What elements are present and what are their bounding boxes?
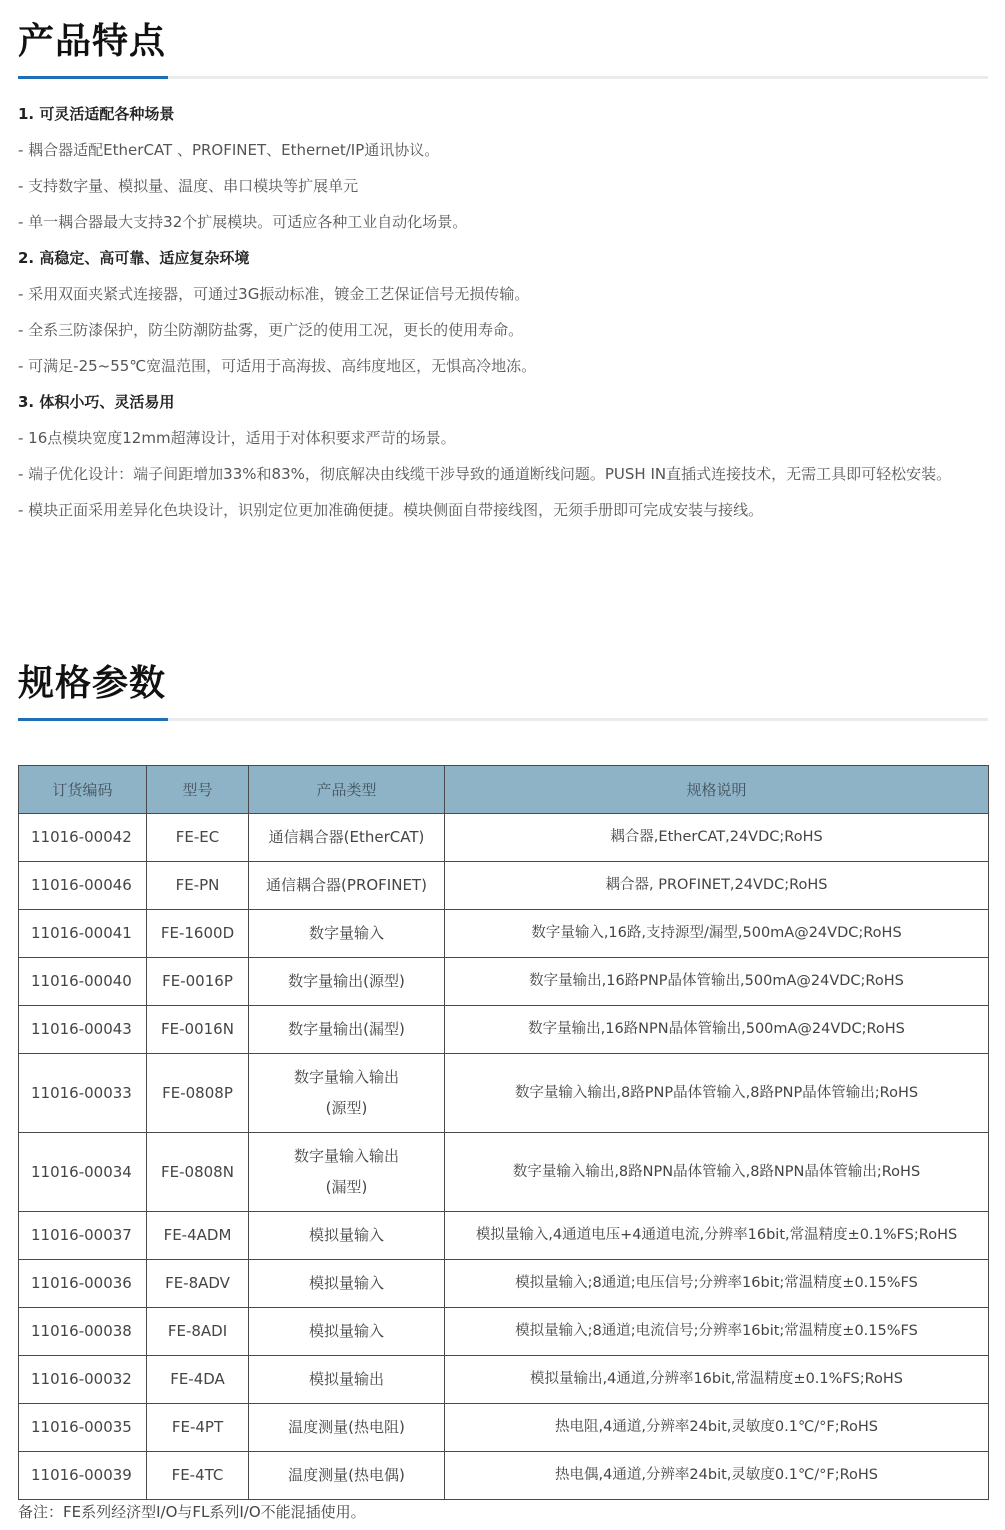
feature-item: - 全系三防漆保护，防尘防潮防盐雾，更广泛的使用工况，更长的使用寿命。 [18,321,524,339]
cell-model: FE-0016N [147,1006,249,1054]
feature-item: - 单一耦合器最大支持32个扩展模块。可适应各种工业自动化场景。 [18,213,468,231]
cell-order-code: 11016-00046 [19,862,147,910]
cell-specification: 模拟量输入,4通道电压+4通道电流,分辨率16bit,常温精度±0.1%FS;RoHS [445,1212,989,1260]
cell-product-type [249,958,445,1006]
cell-order-code: 11016-00039 [19,1452,147,1500]
cell-specification: 耦合器,EtherCAT,24VDC;RoHS [445,814,989,862]
product-type-line: 模拟量输入 [308,1274,384,1292]
product-type-line: (漏型) [325,1178,368,1196]
cell-order-code: 11016-00038 [19,1308,147,1356]
product-type-line: 模拟量输入 [308,1226,384,1244]
table-row [19,814,989,862]
header-specification: 规格说明 [445,766,989,814]
cell-specification: 热电偶,4通道,分辨率24bit,灵敏度0.1℃/°F;RoHS [445,1452,989,1500]
feature-group-3 [18,384,988,528]
table-row [19,958,989,1006]
product-type-line: 温度测量(热电偶) [288,1466,405,1484]
specs-header [18,662,988,721]
cell-order-code: 11016-00034 [19,1133,147,1212]
feature-item: - 端子优化设计：端子间距增加33%和83%，彻底解决由线缆干涉导致的通道断线问题。PUSH IN直插式连接技术，无需工具即可轻松安装。 [18,465,952,483]
cell-specification: 热电阻,4通道,分辨率24bit,灵敏度0.1℃/°F;RoHS [445,1404,989,1452]
table-row [19,910,989,958]
cell-order-code: 11016-00036 [19,1260,147,1308]
cell-model: FE-PN [147,862,249,910]
cell-order-code: 11016-00037 [19,1212,147,1260]
cell-model: FE-8ADI [147,1308,249,1356]
cell-product-type [249,1054,445,1133]
cell-order-code: 11016-00035 [19,1404,147,1452]
features-title-accent [18,76,168,79]
spec-table-body [19,814,989,1500]
cell-specification: 数字量输出,16路PNP晶体管输出,500mA@24VDC;RoHS [445,958,989,1006]
cell-product-type [249,814,445,862]
header-model: 型号 [147,766,249,814]
product-type-line: 温度测量(热电阻) [288,1418,405,1436]
product-type-line: 数字量输出(源型) [288,972,405,990]
feature-item: - 16点模块宽度12mm超薄设计，适用于对体积要求严苛的场景。 [18,429,456,447]
cell-product-type [249,1452,445,1500]
table-row [19,1133,989,1212]
product-type-line: 模拟量输入 [308,1322,384,1340]
cell-specification: 数字量输入输出,8路NPN晶体管输入,8路NPN晶体管输出;RoHS [445,1133,989,1212]
cell-specification: 数字量输入输出,8路PNP晶体管输入,8路PNP晶体管输出;RoHS [445,1054,989,1133]
footnote: 备注：FE系列经济型I/O与FL系列I/O不能混插使用。 [18,1503,366,1521]
product-type-line: 通信耦合器(PROFINET) [266,876,427,894]
features-title-rule [18,76,988,79]
cell-specification: 模拟量输入;8通道;电流信号;分辨率16bit;常温精度±0.15%FS [445,1308,989,1356]
cell-model: FE-1600D [147,910,249,958]
cell-order-code: 11016-00042 [19,814,147,862]
cell-model: FE-0016P [147,958,249,1006]
table-row [19,1404,989,1452]
header-product-type: 产品类型 [249,766,445,814]
specs-title-accent [18,718,168,721]
table-row [19,1452,989,1500]
cell-model: FE-4DA [147,1356,249,1404]
cell-product-type [249,1356,445,1404]
header-order-code: 订货编码 [19,766,147,814]
cell-model: FE-8ADV [147,1260,249,1308]
cell-model: FE-0808N [147,1133,249,1212]
specs-title-rule [18,718,988,721]
cell-order-code: 11016-00032 [19,1356,147,1404]
cell-product-type [249,862,445,910]
feature-item: - 可满足-25~55℃宽温范围，可适用于高海拔、高纬度地区，无惧高冷地冻。 [18,357,537,375]
feature-item: - 支持数字量、模拟量、温度、串口模块等扩展单元 [18,177,359,195]
cell-model: FE-EC [147,814,249,862]
feature-item: - 模块正面采用差异化色块设计，识别定位更加准确便捷。模块侧面自带接线图，无须手册即可完成安装与接线。 [18,501,764,519]
table-row [19,1054,989,1133]
cell-order-code: 11016-00040 [19,958,147,1006]
cell-specification: 模拟量输出,4通道,分辨率16bit,常温精度±0.1%FS;RoHS [445,1356,989,1404]
cell-order-code: 11016-00033 [19,1054,147,1133]
features-header [18,20,988,79]
features-title: 产品特点 [18,21,167,62]
cell-product-type [249,1404,445,1452]
feature-item: - 耦合器适配EtherCAT 、PROFINET、Ethernet/IP通讯协议。 [18,141,440,159]
product-type-line: 通信耦合器(EtherCAT) [268,828,425,846]
cell-product-type [249,910,445,958]
feature-group-2 [18,240,988,384]
cell-specification: 耦合器, PROFINET,24VDC;RoHS [445,862,989,910]
cell-specification: 数字量输出,16路NPN晶体管输出,500mA@24VDC;RoHS [445,1006,989,1054]
feature-group-title: 3. 体积小巧、灵活易用 [18,393,175,411]
cell-product-type [249,1006,445,1054]
product-type-line: 数字量输入输出 [293,1147,399,1165]
table-row [19,1212,989,1260]
product-type-line: 模拟量输出 [308,1370,384,1388]
spec-table-header-row [19,766,989,814]
feature-group-1 [18,96,988,240]
table-row [19,1308,989,1356]
table-row [19,1006,989,1054]
table-row [19,1356,989,1404]
cell-product-type [249,1212,445,1260]
cell-order-code: 11016-00043 [19,1006,147,1054]
cell-model: FE-4TC [147,1452,249,1500]
feature-group-title: 1. 可灵活适配各种场景 [18,105,175,123]
product-type-line: (源型) [325,1099,368,1117]
cell-product-type [249,1308,445,1356]
cell-model: FE-4PT [147,1404,249,1452]
table-row [19,1260,989,1308]
product-type-line: 数字量输入输出 [293,1068,399,1086]
feature-item: - 采用双面夹紧式连接器，可通过3G振动标准，镀金工艺保证信号无损传输。 [18,285,530,303]
cell-model: FE-0808P [147,1054,249,1133]
cell-model: FE-4ADM [147,1212,249,1260]
cell-product-type [249,1133,445,1212]
specs-title: 规格参数 [18,663,167,704]
spec-table [18,765,989,1500]
cell-product-type [249,1260,445,1308]
cell-specification: 数字量输入,16路,支持源型/漏型,500mA@24VDC;RoHS [445,910,989,958]
product-type-line: 数字量输入 [308,924,384,942]
product-type-line: 数字量输出(漏型) [288,1020,405,1038]
table-row [19,862,989,910]
cell-order-code: 11016-00041 [19,910,147,958]
features-list [18,96,988,528]
cell-specification: 模拟量输入;8通道;电压信号;分辨率16bit;常温精度±0.15%FS [445,1260,989,1308]
feature-group-title: 2. 高稳定、高可靠、适应复杂环境 [18,249,250,267]
